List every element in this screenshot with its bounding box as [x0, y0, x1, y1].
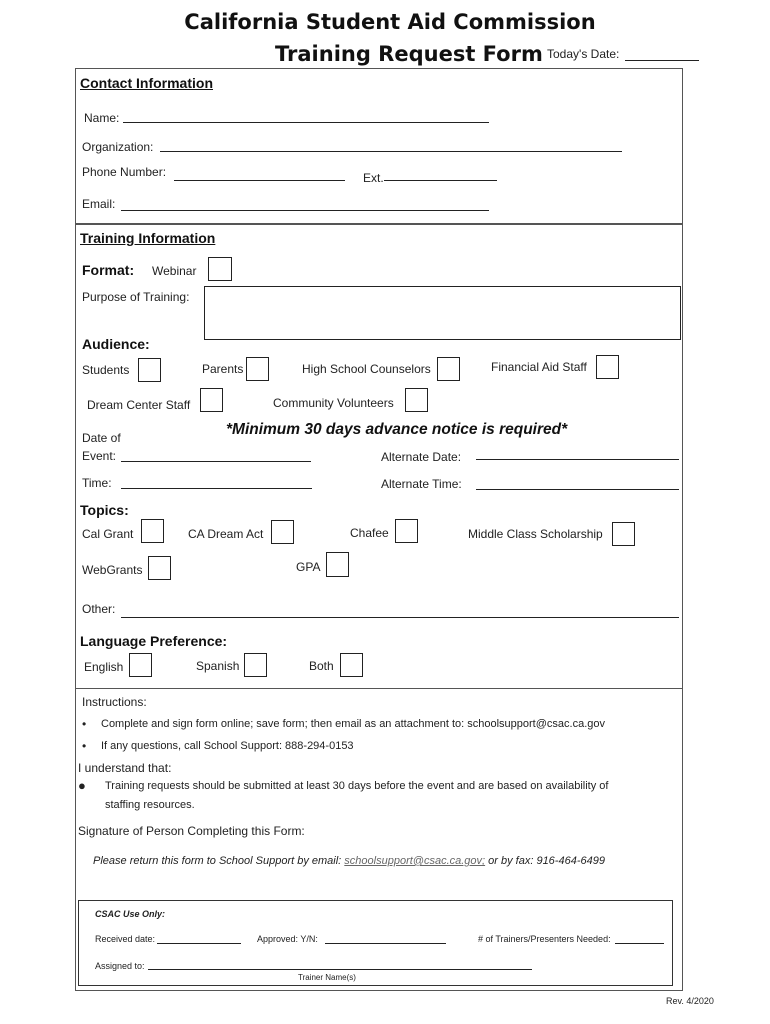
- alt-time-label: Alternate Time:: [381, 477, 462, 491]
- ext-field[interactable]: [384, 180, 497, 181]
- topic-gpa-label: GPA: [296, 560, 321, 574]
- phone-field[interactable]: [174, 180, 345, 181]
- audience-financial-aid-label: Financial Aid Staff: [491, 360, 587, 374]
- audience-students-label: Students: [82, 363, 130, 377]
- time-label: Time:: [82, 476, 112, 490]
- alt-time-field[interactable]: [476, 489, 679, 490]
- webinar-label: Webinar: [152, 264, 197, 278]
- organization-field[interactable]: [160, 151, 622, 152]
- approved-field[interactable]: [325, 943, 446, 944]
- language-spanish-checkbox[interactable]: [244, 653, 267, 677]
- language-spanish-label: Spanish: [196, 659, 240, 673]
- assigned-to-label: Assigned to:: [95, 961, 145, 971]
- date-label-line2: Event:: [82, 449, 117, 463]
- instructions-divider: [75, 688, 682, 689]
- webinar-checkbox[interactable]: [208, 257, 232, 281]
- language-english-checkbox[interactable]: [129, 653, 152, 677]
- trainer-names-caption: Trainer Name(s): [298, 973, 356, 982]
- approved-label: Approved: Y/N:: [257, 934, 318, 944]
- language-both-label: Both: [309, 659, 334, 673]
- trainers-needed-label: # of Trainers/Presenters Needed:: [478, 934, 611, 944]
- topic-mcs-label: Middle Class Scholarship: [468, 527, 603, 541]
- audience-label: Audience:: [82, 336, 150, 352]
- language-both-checkbox[interactable]: [340, 653, 363, 677]
- name-field[interactable]: [123, 122, 489, 123]
- received-date-label: Received date:: [95, 934, 156, 944]
- audience-counselors-label: High School Counselors: [302, 362, 431, 376]
- purpose-textarea[interactable]: [204, 286, 681, 340]
- instruction-item-2: If any questions, call School Support: 888-294-0153: [101, 740, 354, 752]
- advance-notice: *Minimum 30 days advance notice is required*: [226, 421, 568, 438]
- topic-cal-grant-checkbox[interactable]: [141, 519, 164, 543]
- todays-date-label: Today's Date:: [547, 47, 620, 61]
- audience-volunteers-checkbox[interactable]: [405, 388, 428, 412]
- csac-use-title: CSAC Use Only:: [95, 909, 166, 919]
- organization-label: Organization:: [82, 140, 154, 154]
- topic-dream-act-label: CA Dream Act: [188, 527, 264, 541]
- audience-volunteers-label: Community Volunteers: [273, 396, 394, 410]
- signature-label: Signature of Person Completing this Form:: [78, 824, 305, 838]
- alt-date-field[interactable]: [476, 459, 679, 460]
- topic-cal-grant-label: Cal Grant: [82, 527, 134, 541]
- audience-dream-center-checkbox[interactable]: [200, 388, 223, 412]
- event-date-field[interactable]: [121, 461, 311, 462]
- received-date-field[interactable]: [157, 943, 241, 944]
- return-instructions: Please return this form to School Support by email: schoolsupport@csac.ca.gov; or by fax: 916-464-6499: [93, 855, 605, 867]
- format-label: Format:: [82, 262, 135, 278]
- instruction-item-1: Complete and sign form online; save form; then email as an attachment to: schoolsupport@csac.ca.gov: [101, 718, 605, 730]
- return-email-link[interactable]: schoolsupport@csac.ca.gov;: [344, 855, 486, 867]
- topic-gpa-checkbox[interactable]: [326, 552, 349, 577]
- contact-section-border: [75, 68, 683, 225]
- topic-chafee-checkbox[interactable]: [395, 519, 418, 543]
- date-label-line1: Date of: [82, 431, 121, 445]
- ext-label: Ext.: [363, 171, 384, 185]
- form-title: California Student Aid Commission: [184, 10, 596, 34]
- email-label: Email:: [82, 197, 116, 211]
- understand-label: I understand that:: [78, 761, 172, 775]
- revision-label: Rev. 4/2020: [666, 996, 714, 1006]
- form-subtitle: Training Request Form: [275, 42, 543, 66]
- phone-label: Phone Number:: [82, 165, 167, 179]
- audience-counselors-checkbox[interactable]: [437, 357, 460, 381]
- topic-webgrants-label: WebGrants: [82, 563, 143, 577]
- audience-financial-aid-checkbox[interactable]: [596, 355, 619, 379]
- understand-line-2: staffing resources.: [105, 799, 195, 811]
- trainers-needed-field[interactable]: [615, 943, 664, 944]
- time-field[interactable]: [121, 488, 312, 489]
- language-label: Language Preference:: [80, 633, 228, 649]
- other-field[interactable]: [121, 617, 679, 618]
- purpose-label: Purpose of Training:: [82, 290, 190, 304]
- assigned-to-field[interactable]: [148, 969, 532, 970]
- alt-date-label: Alternate Date:: [381, 450, 462, 464]
- training-section-title: Training Information: [80, 230, 216, 246]
- topic-chafee-label: Chafee: [350, 526, 389, 540]
- audience-parents-label: Parents: [202, 362, 244, 376]
- topic-mcs-checkbox[interactable]: [612, 522, 635, 546]
- bullet-1: •: [82, 717, 87, 731]
- bullet-3: ●: [78, 778, 86, 793]
- language-english-label: English: [84, 660, 124, 674]
- topics-label: Topics:: [80, 502, 129, 518]
- todays-date-field[interactable]: [625, 60, 699, 61]
- topic-dream-act-checkbox[interactable]: [271, 520, 294, 544]
- audience-dream-center-label: Dream Center Staff: [87, 398, 191, 412]
- contact-section-title: Contact Information: [80, 75, 213, 91]
- name-label: Name:: [84, 111, 120, 125]
- topic-webgrants-checkbox[interactable]: [148, 556, 171, 580]
- understand-line-1: Training requests should be submitted at least 30 days before the event and are based on availability of: [105, 780, 609, 792]
- audience-students-checkbox[interactable]: [138, 358, 161, 382]
- email-field[interactable]: [121, 210, 489, 211]
- instructions-title: Instructions:: [82, 695, 147, 709]
- bullet-2: •: [82, 739, 87, 753]
- audience-parents-checkbox[interactable]: [246, 357, 269, 381]
- other-label: Other:: [82, 602, 116, 616]
